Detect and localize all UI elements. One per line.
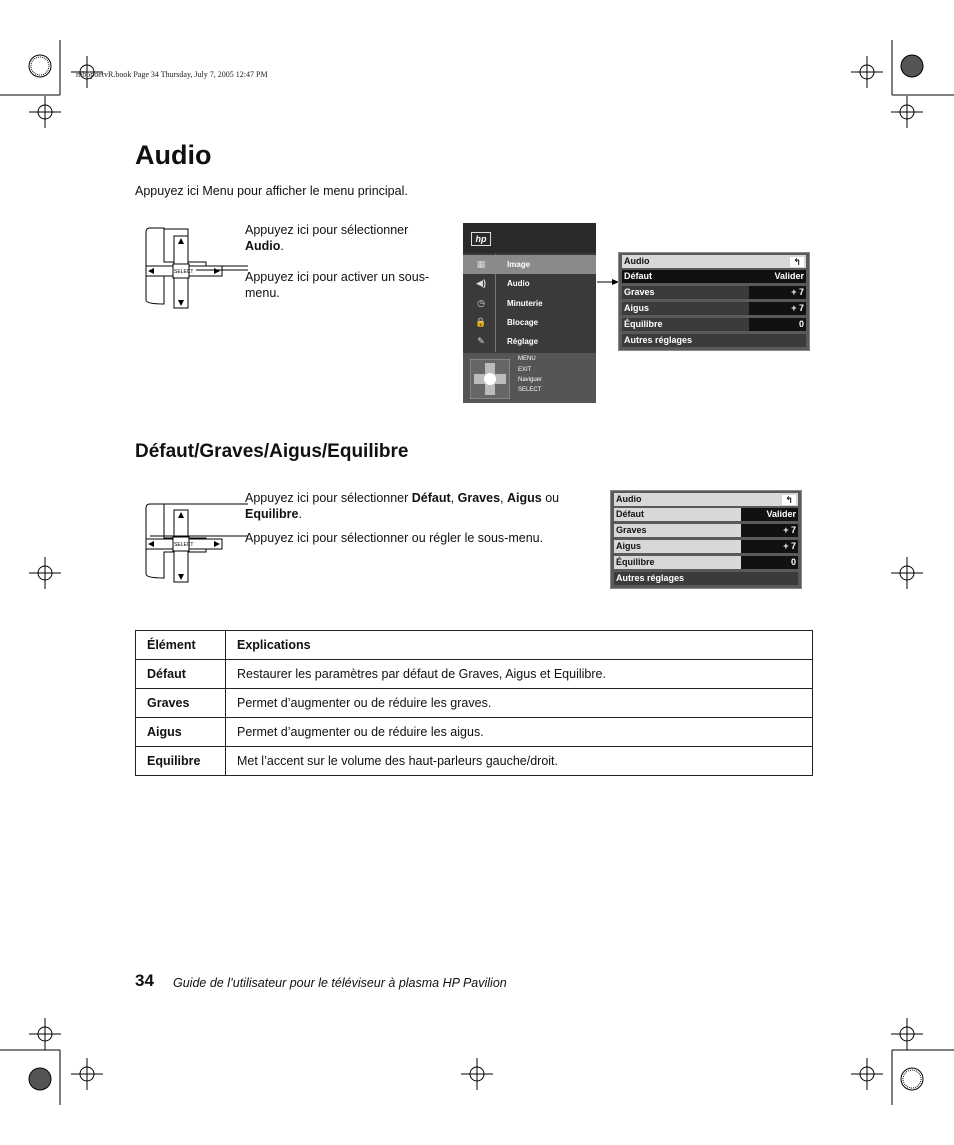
hp-logo: hp bbox=[471, 232, 491, 246]
table-header-row bbox=[136, 631, 813, 660]
audio-menu-header-2: Audio ↰ bbox=[614, 493, 798, 506]
table-header-element: Élément bbox=[136, 631, 226, 660]
audio-row-defaut[interactable]: Défaut Valider bbox=[624, 271, 804, 281]
audio-row-defaut-2[interactable]: Défaut Valider bbox=[616, 509, 796, 519]
legend-naviguer: Naviguer bbox=[518, 377, 543, 383]
step2-text-2: Appuyez ici pour sélectionner ou régler le sous-menu. bbox=[245, 531, 544, 545]
page-number: 34 bbox=[135, 971, 154, 990]
image-icon: ▦ bbox=[476, 259, 486, 269]
table-cell-element: Equilibre bbox=[136, 747, 226, 776]
audio-row-aigus-2[interactable]: Aigus + 7 bbox=[616, 541, 796, 551]
menu-item-image[interactable]: ▦ Image bbox=[463, 255, 596, 274]
timer-icon: ◷ bbox=[477, 298, 485, 308]
audio-menu-panel-1 bbox=[618, 252, 810, 351]
table-cell-element: Défaut bbox=[136, 660, 226, 689]
settings-table bbox=[135, 630, 813, 776]
table-row bbox=[136, 747, 813, 776]
section-title: Défaut/Graves/Aigus/Equilibre bbox=[135, 441, 409, 462]
table-cell-explanation: Restaurer les paramètres par défaut de Graves, Aigus et Equilibre. bbox=[226, 660, 813, 689]
arrow-right-icon bbox=[597, 277, 619, 287]
legend-dpad-icon bbox=[470, 359, 510, 399]
table-cell-explanation: Permet d’augmenter ou de réduire les aigus. bbox=[226, 718, 813, 747]
legend-menu: MENU bbox=[518, 356, 536, 362]
table-cell-explanation: Permet d’augmenter ou de réduire les graves. bbox=[226, 689, 813, 718]
step1-text-2: Appuyez ici pour activer un sous-menu. bbox=[245, 270, 430, 300]
legend-exit: EXIT bbox=[518, 367, 532, 373]
audio-row-equilibre[interactable]: Équilibre 0 bbox=[624, 319, 804, 329]
select-key-label-2: SELECT bbox=[174, 542, 194, 548]
speaker-icon: ◀) bbox=[476, 278, 486, 288]
legend-select: SELECT bbox=[518, 387, 542, 393]
print-header: mb5poetvR.book Page 34 Thursday, July 7, 2005 12:47 PM bbox=[76, 70, 268, 79]
menu-item-minuterie[interactable]: ◷ Minuterie bbox=[463, 294, 596, 313]
audio-menu-panel-2 bbox=[610, 490, 802, 589]
audio-row-autres-2[interactable]: Autres réglages bbox=[614, 572, 798, 585]
lock-icon: 🔒 bbox=[475, 317, 487, 327]
table-cell-element: Aigus bbox=[136, 718, 226, 747]
audio-row-equilibre-2[interactable]: Équilibre 0 bbox=[616, 557, 796, 567]
menu-item-audio[interactable]: ◀) Audio bbox=[463, 274, 596, 293]
menu-item-reglage[interactable]: ✎ Réglage bbox=[463, 332, 596, 351]
remote-legend bbox=[463, 353, 596, 403]
audio-menu-header: Audio ↰ bbox=[622, 255, 806, 268]
table-row bbox=[136, 660, 813, 689]
wrench-icon: ✎ bbox=[477, 336, 485, 346]
table-row bbox=[136, 689, 813, 718]
table-cell-element: Graves bbox=[136, 689, 226, 718]
step2-text-1: Appuyez ici pour sélectionner Défaut, Graves, Aigus ou Equilibre. bbox=[245, 491, 560, 521]
back-icon[interactable]: ↰ bbox=[782, 495, 796, 505]
table-header-explications: Explications bbox=[226, 631, 813, 660]
audio-row-graves[interactable]: Graves + 7 bbox=[624, 287, 804, 297]
menu-item-blocage[interactable]: 🔒 Blocage bbox=[475, 317, 539, 327]
menu-logo-bar bbox=[463, 223, 596, 253]
audio-row-graves-2[interactable]: Graves + 7 bbox=[616, 525, 796, 535]
table-cell-explanation: Met l’accent sur le volume des haut-parleurs gauche/droit. bbox=[226, 747, 813, 776]
table-row bbox=[136, 718, 813, 747]
back-icon[interactable]: ↰ bbox=[790, 257, 804, 267]
main-menu-panel bbox=[463, 223, 596, 403]
page-title: Audio bbox=[135, 140, 212, 170]
audio-row-autres[interactable]: Autres réglages bbox=[622, 334, 806, 347]
remote-dpad-1 bbox=[140, 226, 250, 310]
intro-text: Appuyez ici Menu pour afficher le menu principal. bbox=[135, 184, 408, 198]
select-key-label: SELECT bbox=[174, 269, 194, 275]
footer-text: Guide de l’utilisateur pour le téléviseur à plasma HP Pavilion bbox=[173, 976, 507, 990]
audio-row-aigus[interactable]: Aigus + 7 bbox=[624, 303, 804, 313]
remote-dpad-2 bbox=[140, 502, 250, 586]
step1-text-1: Appuyez ici pour sélectionner Audio. bbox=[245, 223, 409, 253]
